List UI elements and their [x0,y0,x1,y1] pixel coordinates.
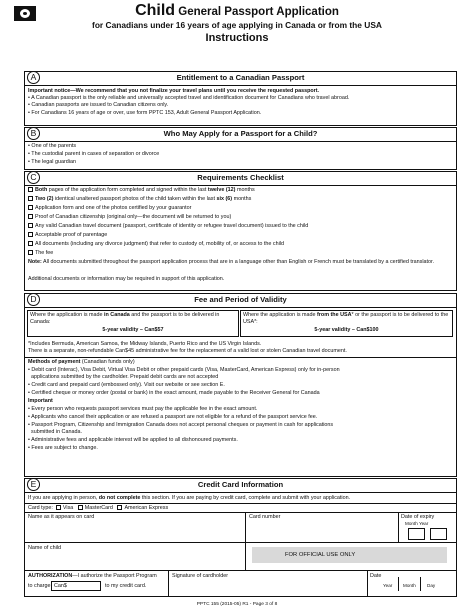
note: Note: All documents submitted throughout the passport application process that are in a language other than English or French must be translated by a certified translator. [28,259,435,265]
divider [25,512,456,513]
section-c-header [25,172,456,186]
section-e-header [25,479,456,493]
section-e [24,478,457,597]
section-a [24,71,457,126]
checkbox[interactable] [28,232,33,237]
section-letter: D [27,293,40,306]
checkbox[interactable] [28,205,33,210]
divider [25,503,456,504]
section-title: Entitlement to a Canadian Passport [176,73,305,82]
divider [245,542,246,570]
divider [398,512,399,542]
checkbox[interactable] [28,241,33,246]
child-name-label: Name of child [28,545,61,551]
section-d [24,293,457,477]
list-item: • The custodial parent in cases of separation or divorce [28,151,160,157]
divider [245,512,246,542]
section-d-header [25,294,456,308]
checklist-item: The fee [28,250,453,257]
fee-from-usa: Where the application is made from the USA* or the passport is to be delivered to the USA*: 5-year validity – Can$100 [240,310,453,337]
child-name-field[interactable] [28,552,242,568]
list-item: • A Canadian passport is the only reliable and universally accepted travel and identification document for Canadians who travel abroad. [28,95,350,101]
list-item: • Canadian passports are issued to Canadian citizens only. [28,102,169,108]
fee-in-canada: Where the application is made in Canada and the passport is to be delivered in Canada: 5-year validity – Can$57 [27,310,239,337]
checkbox[interactable] [28,187,33,192]
date-label: Date [370,573,382,579]
divider [25,570,456,571]
section-b-header [25,128,456,142]
list-item: • Fees are subject to change. [28,445,98,451]
section-title: Credit Card Information [197,480,284,489]
list-item: • Every person who requests passport services must pay the applicable fee in the exact amount. [28,406,258,412]
footnote: *Includes Bermuda, American Samoa, the Midway Islands, Puerto Rico and the US Virgin Islands. [28,341,262,347]
checkbox[interactable] [28,250,33,255]
signature-label: Signature of cardholder [172,573,229,579]
list-item: • The legal guardian [28,159,76,165]
checklist-item: Two (2) identical unaltered passport photos of the child taken within the last six (6) months [28,196,453,203]
instructions-heading: Instructions [205,32,269,44]
divider [25,542,456,543]
section-title: Fee and Period of Validity [194,295,287,304]
page-title: Child General Passport Application [135,2,339,19]
card-number-label: Card number [249,514,281,520]
section-letter: B [27,127,40,140]
divider [398,577,399,591]
list-item: • Passport Program, Citizenship and Immigration Canada does not accept personal cheques or payment in cash for applications [28,422,334,428]
visa-checkbox[interactable] [56,505,61,510]
checklist-item: Proof of Canadian citizenship (original only—the document will be returned to you) [28,214,453,221]
footnote: There is a separate, non-refundable Can$45 administrative fee for the replacement of a valid lost or stolen Canadian travel document. [28,348,347,354]
date-year-label: Year [383,583,393,588]
expiry-label: Date of expiry [401,514,435,520]
section-letter: A [27,71,40,84]
official-use-label: FOR OFFICIAL USE ONLY [285,552,356,558]
payment-methods-heading: Methods of payment (Canadian funds only) [28,359,135,365]
list-item: • One of the parents [28,143,77,149]
list-item: • Credit card and prepaid card (embossed only). Visit our website or see section E. [28,382,225,388]
divider [367,570,368,597]
amex-checkbox[interactable] [117,505,122,510]
section-title: Who May Apply for a Passport for a Child? [163,129,318,138]
name-on-card-label: Name as it appears on card [28,514,95,520]
expiry-month-field[interactable] [408,528,425,540]
validity-price: 5-year validity – Can$57 [102,327,164,333]
checklist-item: Both pages of the application form completed and signed within the last twelve (12) months [28,187,453,194]
checklist-item: Application form and one of the photos certified by your guarantor [28,205,453,212]
important-heading: Important [28,398,53,404]
divider [420,577,421,591]
list-item: applications submitted by the cardholder. Prepaid debit cards are not accepted [31,374,219,380]
amount-prefix: Can$ [54,583,67,589]
name-on-card-field[interactable] [28,521,242,539]
amount-field[interactable] [51,581,101,591]
section-letter: C [27,171,40,184]
validity-price: 5-year validity – Can$100 [314,327,379,333]
section-e-intro: If you are applying in person, do not complete this section. If you are paying by credit card, complete and submit with your application. [28,495,351,501]
list-item: • Administrative fees and applicable interest will be applied to all dishonoured payments. [28,437,238,443]
mastercard-checkbox[interactable] [78,505,83,510]
section-c [24,171,457,291]
important-notice: Important notice—We recommend that you not finalize your travel plans until you receive the requested passport. [28,88,320,94]
checkbox[interactable] [28,214,33,219]
authorization-tail: to my credit card. [105,583,147,589]
additional-docs-note: Additional documents or information may be required in support of this application. [28,276,225,282]
checklist-item: Any valid Canadian travel document (passport, certificate of identity or refugee travel document) issued to the child [28,223,453,230]
list-item: • Debit card (Interac), Visa Debit, Virtual Visa Debit or other prepaid cards (Visa, MasterCard, American Express) only for in-person [28,367,340,373]
list-item: • For Canadians 16 years of age or over, use form PPTC 153, Adult General Passport Application. [28,110,262,116]
section-title: Requirements Checklist [197,173,284,182]
authorization-text: AUTHORIZATION—I authorize the Passport Program [28,573,157,579]
card-number-field[interactable] [249,521,395,539]
list-item: • Applicants who cancel their application or are refused a passport are not eligible for a refund of the passport service fee. [28,414,318,420]
section-letter: E [27,478,40,491]
expiry-sub-label: Month Year [405,521,429,526]
section-b [24,127,457,170]
authorization-charge-label: to charge [28,583,51,589]
date-month-label: Month [403,583,416,588]
signature-field[interactable] [172,580,362,594]
card-type-row: Card type: Visa MasterCard American Express [28,505,169,511]
section-a-header [25,72,456,86]
checklist-item: All documents (including any divorce judgment) that refer to custody of, mobility of, or access to the child [28,241,453,248]
checkbox[interactable] [28,196,33,201]
expiry-year-field[interactable] [430,528,447,540]
divider [168,570,169,597]
divider [25,357,456,358]
checklist-item: Acceptable proof of parentage [28,232,453,239]
date-day-label: Day [427,583,436,588]
checkbox[interactable] [28,223,33,228]
list-item: submitted in Canada. [31,429,82,435]
page-subtitle: for Canadians under 16 years of age applying in Canada or from the USA [92,20,382,30]
page-footer: PPTC 155 (2015-05) R1 - Page 3 of 8 [196,602,278,607]
list-item: • Certified cheque or money order (postal or bank) in the exact amount, made payable to the Receiver General for Canada [28,390,320,396]
